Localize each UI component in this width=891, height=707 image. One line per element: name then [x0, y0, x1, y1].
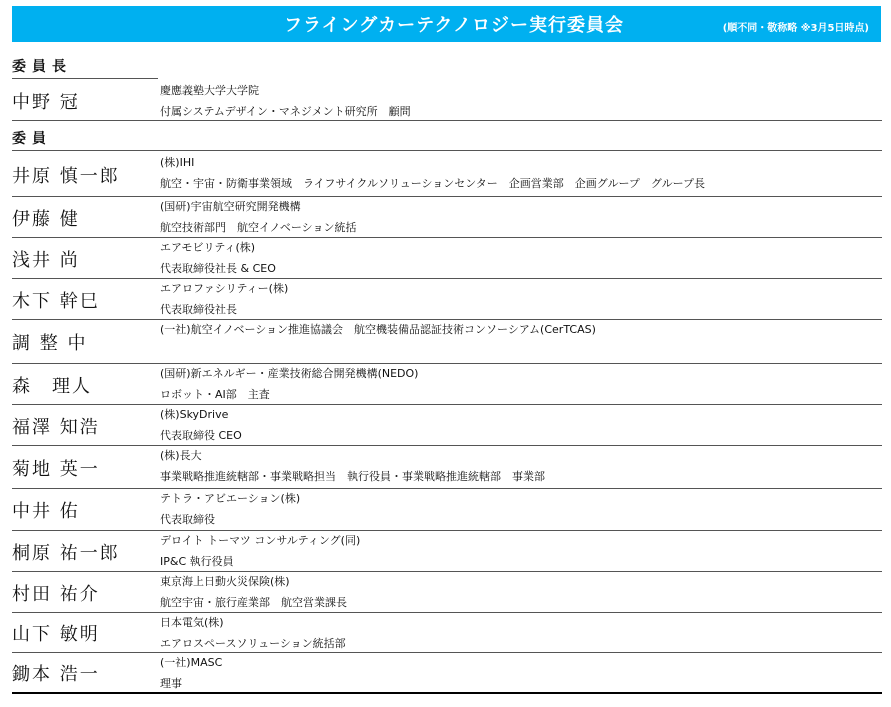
member-organization: 日本電気(株) [160, 616, 224, 629]
member-name: 森 理人 [12, 375, 92, 397]
member-position: 事業戦略推進統轄部・事業戦略担当 執行役員・事業戦略推進統轄部 事業部 [160, 470, 545, 483]
divider [12, 488, 882, 489]
member-position: 代表取締役 [160, 513, 215, 526]
member-organization: 東京海上日動火災保険(株) [160, 575, 290, 588]
member-position: ロボット・AI部 主査 [160, 388, 270, 401]
member-position: エアロスペースソリューション統括部 [160, 637, 346, 650]
member-name: 調 整 中 [12, 333, 88, 354]
member-position: 理事 [160, 677, 182, 690]
divider [12, 571, 882, 572]
member-name: 木下 幹巳 [12, 290, 100, 312]
divider [12, 319, 882, 320]
member-name: 浅井 尚 [12, 249, 80, 271]
member-organization: (株)IHI [160, 156, 195, 169]
member-name: 菊地 英一 [12, 458, 100, 480]
member-position: IP&C 執行役員 [160, 555, 234, 568]
member-name: 鋤本 浩一 [12, 664, 100, 685]
member-organization: (一社)航空イノベーション推進協議会 航空機装備品認証技術コンソーシアム(CerTCAS) [160, 323, 596, 336]
member-organization: (株)長大 [160, 449, 202, 462]
member-name: 村田 祐介 [12, 583, 100, 605]
member-name: 伊藤 健 [12, 208, 80, 230]
divider [12, 150, 882, 151]
chair-affiliation: 慶應義塾大学大学院 [160, 84, 259, 97]
divider [12, 404, 882, 405]
member-organization: (一社)MASC [160, 656, 223, 669]
member-organization: エアモビリティ(株) [160, 241, 256, 254]
member-name: 井原 慎一郎 [12, 166, 120, 187]
divider [12, 652, 882, 653]
section-chair-heading: 委員長 [12, 59, 72, 75]
divider [12, 120, 882, 121]
divider [12, 237, 882, 238]
member-position: 航空宇宙・旅行産業部 航空営業課長 [160, 596, 347, 609]
member-position: 航空技術部門 航空イノベーション統括 [160, 221, 357, 234]
member-position: 代表取締役社長 [160, 303, 237, 316]
member-position: 代表取締役 CEO [160, 429, 242, 442]
member-name: 山下 敏明 [12, 624, 100, 645]
divider [12, 612, 882, 613]
divider [12, 196, 882, 197]
chair-title: 付属システムデザイン・マネジメント研究所 顧問 [160, 105, 411, 118]
section-members-heading: 委員 [12, 131, 52, 147]
chair-name: 中野 冠 [12, 92, 80, 113]
member-organization: デロイト トーマツ コンサルティング(同) [160, 534, 361, 547]
divider [12, 363, 882, 364]
member-name: 中井 佑 [12, 501, 80, 522]
title-banner [12, 6, 881, 42]
member-name: 福澤 知浩 [12, 416, 100, 438]
member-position: 航空・宇宙・防衛事業領域 ライフサイクルソリューションセンター 企画営業部 企画グループ グループ長 [160, 177, 706, 190]
member-organization: (株)SkyDrive [160, 408, 229, 421]
member-organization: エアロファシリティー(株) [160, 282, 289, 295]
member-name: 桐原 祐一郎 [12, 542, 120, 564]
member-organization: テトラ・アビエーション(株) [160, 492, 301, 505]
member-position: 代表取締役社長 & CEO [160, 262, 276, 275]
divider [12, 445, 882, 446]
bottom-rule [12, 692, 882, 694]
member-organization: (国研)新エネルギー・産業技術総合開発機構(NEDO) [160, 367, 419, 380]
divider [12, 278, 882, 279]
member-organization: (国研)宇宙航空研究開発機構 [160, 200, 301, 213]
divider [12, 78, 158, 79]
divider [12, 530, 882, 531]
page-title: フライングカーテクノロジー実行委員会 [284, 15, 625, 36]
order-note: (順不同・敬称略 ※3月5日時点) [722, 23, 869, 34]
